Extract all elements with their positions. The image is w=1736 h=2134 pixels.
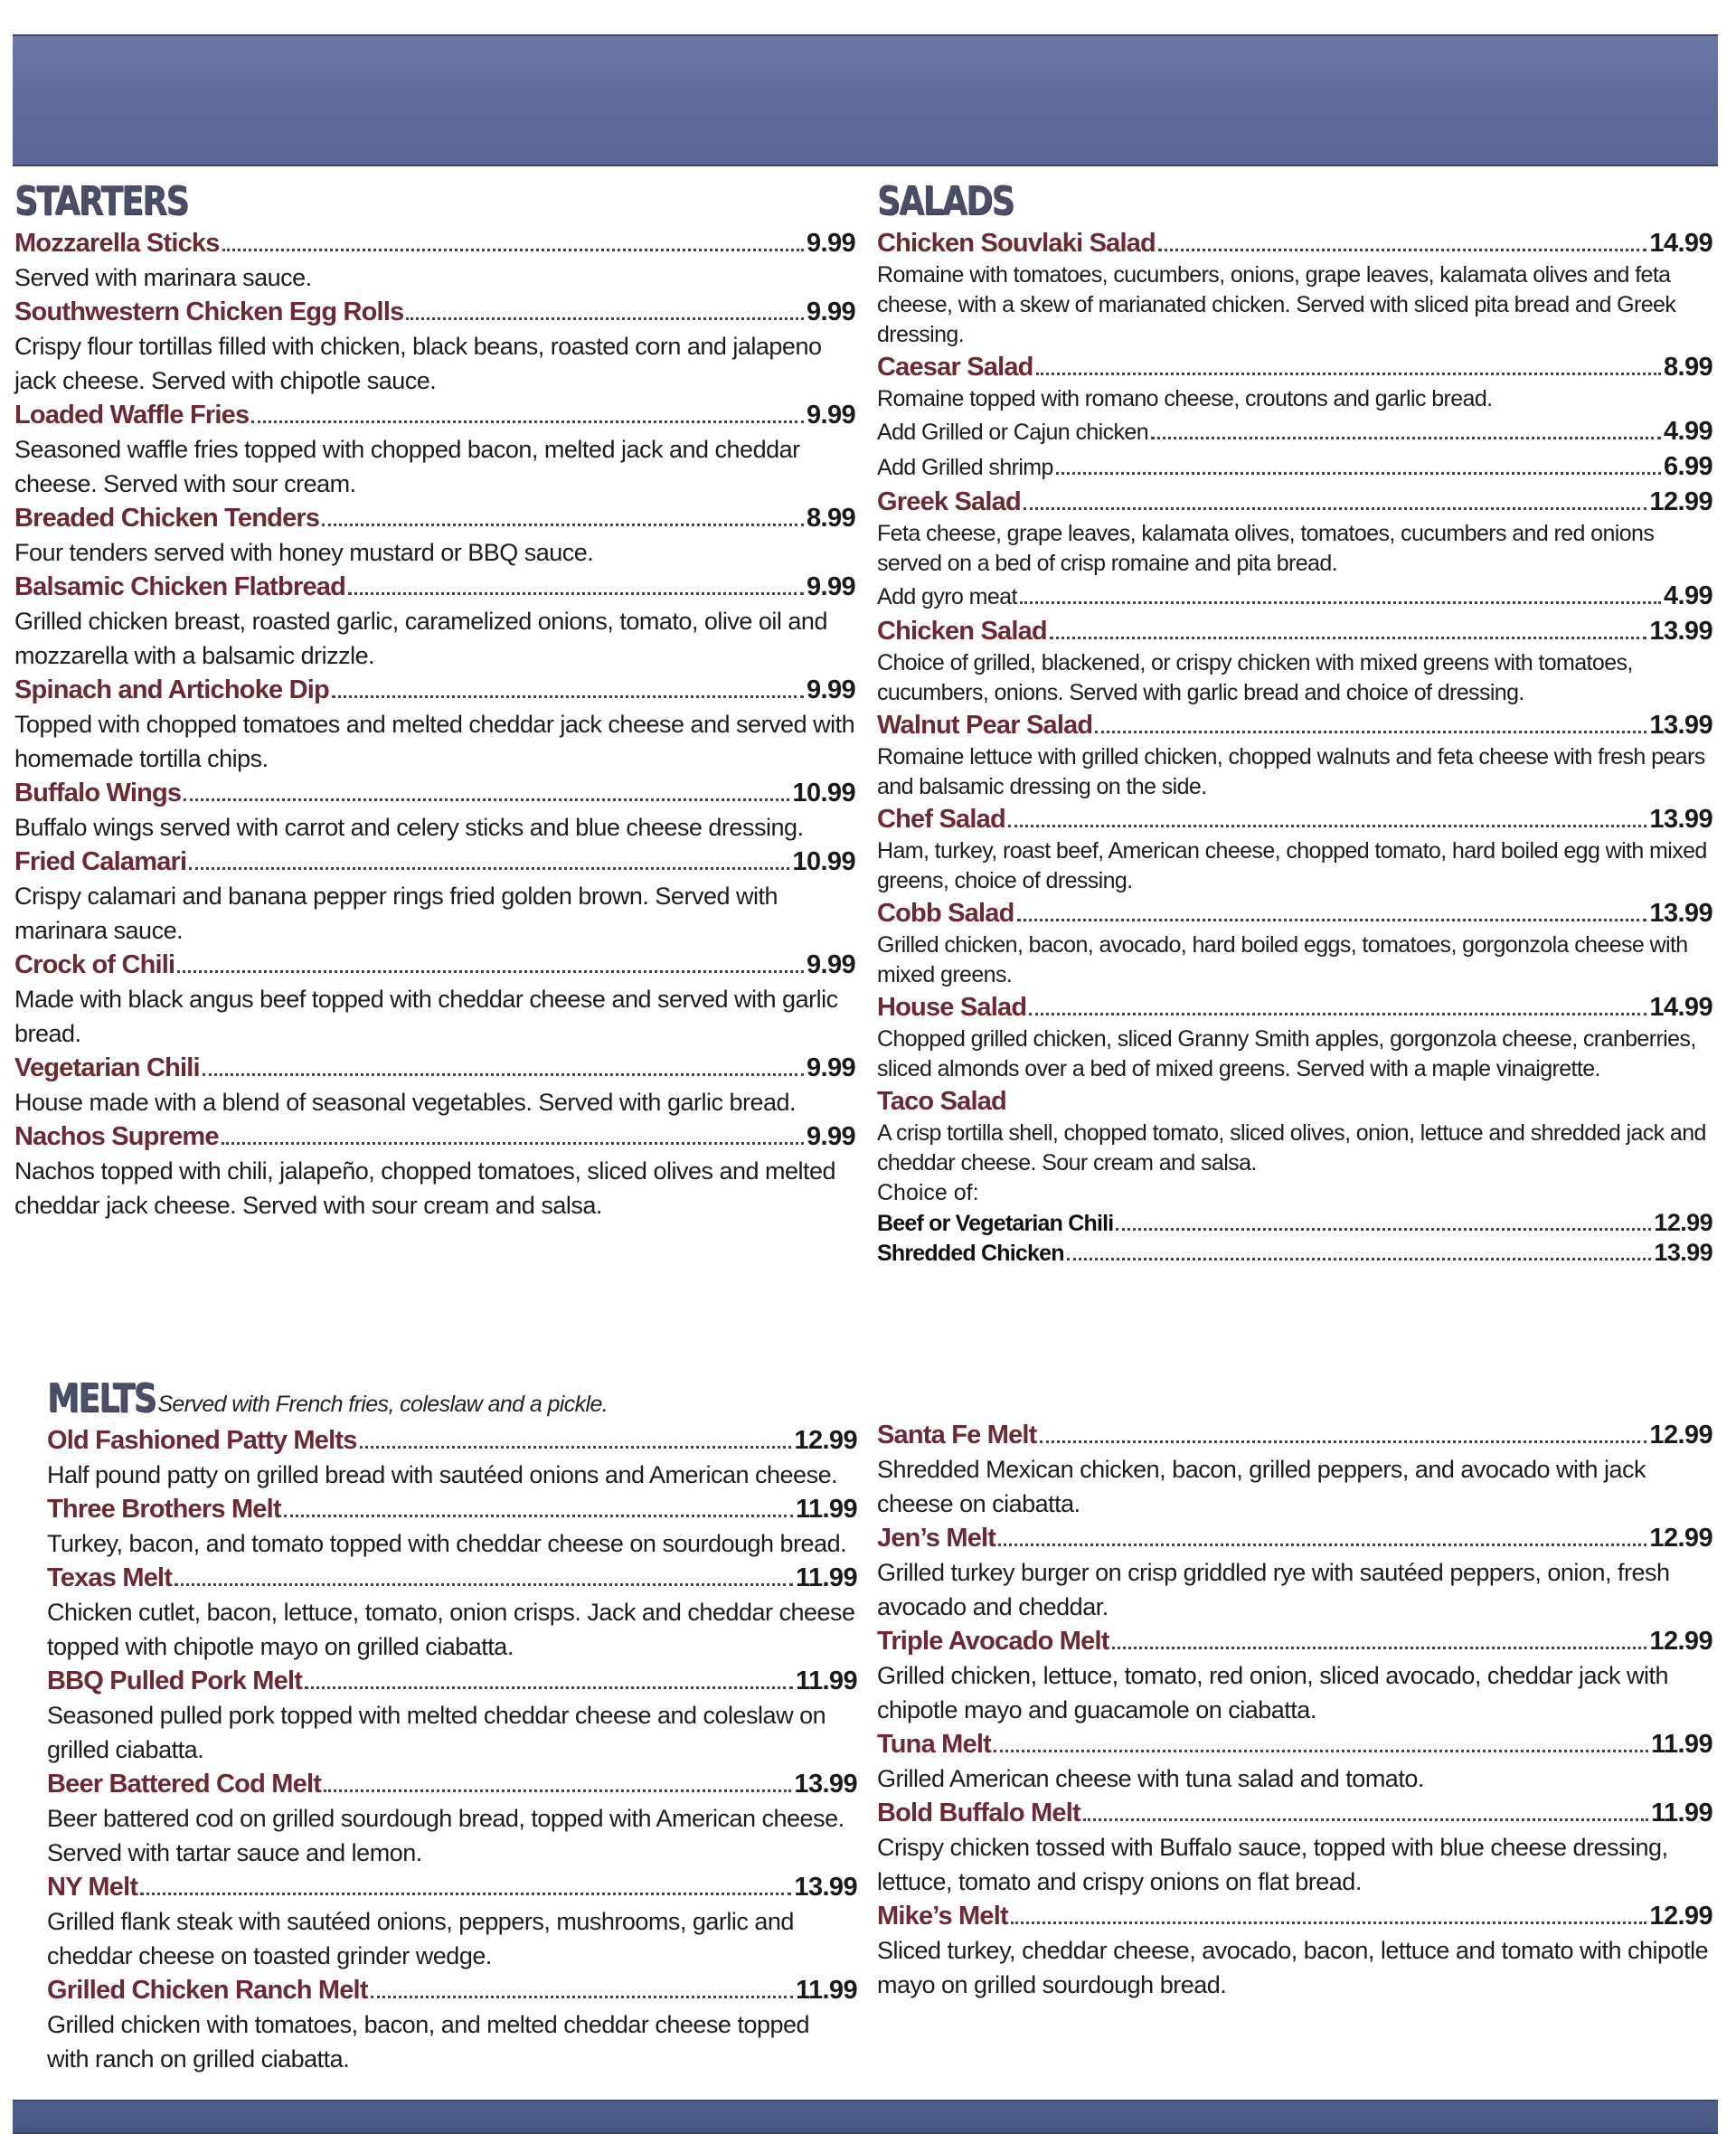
leader-dots (1020, 601, 1661, 604)
item-price: 11.99 (796, 1495, 857, 1524)
menu-item (14, 1051, 855, 1119)
item-price: 8.99 (806, 504, 855, 533)
section-title-starters: STARTERS (14, 178, 188, 224)
item-description: Buffalo wings served with carrot and celery sticks and blue cheese dressing. (14, 814, 804, 841)
item-price: 9.99 (806, 572, 855, 601)
leader-dots (371, 1996, 793, 1998)
item-name: Texas Melt (47, 1563, 173, 1592)
item-description: Half pound patty on grilled bread with sautéed onions and American cheese. (47, 1461, 838, 1488)
addon-price: 4.99 (1663, 581, 1712, 610)
leader-dots (1017, 919, 1647, 921)
item-name: Grilled Chicken Ranch Melt (47, 1976, 368, 2005)
item-description: Grilled American cheese with tuna salad and tomato. (877, 1765, 1424, 1792)
section-title-salads: SALADS (877, 178, 1014, 224)
choice-label: Choice of: (877, 1180, 979, 1205)
item-price: 9.99 (806, 297, 855, 326)
item-description: Beer battered cod on grilled sourdough bread, topped with American cheese. Served with tartar sauce and lemon. (47, 1805, 844, 1866)
item-price: 12.99 (1649, 1902, 1712, 1931)
item-description: Feta cheese, grape leaves, kalamata olives, tomatoes, cucumbers and red onions served on a bed of crisp romaine and pita bread. (877, 521, 1655, 576)
leader-dots (360, 1446, 792, 1449)
menu-item (877, 1521, 1712, 1624)
leader-dots (1112, 1647, 1647, 1649)
leader-dots (1011, 1922, 1647, 1924)
item-name: Walnut Pear Salad (877, 711, 1093, 740)
item-description: Turkey, bacon, and tomato topped with cheddar cheese on sourdough bread. (47, 1530, 847, 1557)
item-description: Romaine with tomatoes, cucumbers, onions, grape leaves, kalamata olives and feta cheese, with a skew of marianated chicken. Served with sliced pita bread and Greek dressing. (877, 262, 1676, 347)
choice-price: 13.99 (1654, 1239, 1712, 1266)
melts-section (47, 1374, 857, 2076)
item-price: 11.99 (796, 1563, 857, 1592)
menu-item (47, 1492, 857, 1561)
item-price: 10.99 (792, 779, 855, 807)
leader-dots (994, 1750, 1648, 1752)
item-name: Fried Calamari (14, 847, 187, 876)
menu-item (877, 990, 1712, 1084)
menu-item (47, 1870, 857, 1973)
item-price: 13.99 (1649, 711, 1712, 740)
menu-item (14, 1119, 855, 1223)
addon-row (877, 449, 1712, 485)
item-name: Taco Salad (877, 1087, 1006, 1116)
item-description: Chicken cutlet, bacon, lettuce, tomato, onion crisps. Jack and cheddar cheese topped with chipotle mayo on grilled ciabatta. (47, 1599, 855, 1660)
item-description: House made with a blend of seasonal vegetables. Served with garlic bread. (14, 1089, 797, 1116)
item-description: Nachos topped with chili, jalapeño, chopped tomatoes, sliced olives and melted cheddar jack cheese. Served with sour cream and salsa. (14, 1157, 836, 1219)
footer-banner (13, 2100, 1718, 2134)
menu-item (877, 1418, 1712, 1521)
item-price: 13.99 (1649, 617, 1712, 646)
item-name: House Salad (877, 993, 1027, 1022)
item-description: Crispy flour tortillas filled with chicken, black beans, roasted corn and jalapeno jack cheese. Served with chipotle sauce. (14, 333, 822, 394)
item-name: Crock of Chili (14, 950, 175, 979)
item-description: Chopped grilled chicken, sliced Granny Smith apples, gorgonzola cheese, cranberries, sliced almonds over a bed of mixed greens. Served with a maple vinaigrette. (877, 1026, 1696, 1081)
item-price: 13.99 (794, 1770, 857, 1799)
item-description: Sliced turkey, cheddar cheese, avocado, bacon, lettuce and tomato with chipotle mayo on grilled sourdough bread. (877, 1937, 1709, 1998)
leader-dots (1050, 637, 1647, 639)
item-description: Grilled turkey burger on crisp griddled rye with sautéed peppers, onion, fresh avocado and cheddar. (877, 1559, 1670, 1620)
item-description: Grilled chicken breast, roasted garlic, caramelized onions, tomato, olive oil and mozzarella with a balsamic drizzle. (14, 608, 827, 669)
menu-item (877, 350, 1712, 485)
leader-dots (1024, 507, 1647, 510)
item-name: Cobb Salad (877, 899, 1014, 928)
leader-dots (203, 1073, 804, 1076)
item-description: Served with marinara sauce. (14, 264, 312, 291)
salads-section (877, 177, 1712, 1268)
item-name: Chicken Salad (877, 617, 1047, 646)
addon-name: Add gyro meat (877, 584, 1017, 609)
item-price: 14.99 (1649, 993, 1712, 1022)
item-description: Choice of grilled, blackened, or crispy chicken with mixed greens with tomatoes, cucumbers, onions. Served with garlic bread and choice of dressing. (877, 650, 1633, 705)
melts-section-right (877, 1418, 1712, 2002)
item-name: Nachos Supreme (14, 1122, 219, 1151)
choice-row (877, 1208, 1712, 1238)
item-description: Grilled chicken with tomatoes, bacon, and melted cheddar cheese topped with ranch on grilled ciabatta. (47, 2011, 810, 2073)
menu-item (14, 673, 855, 776)
item-description: Grilled chicken, bacon, avocado, hard boiled eggs, tomatoes, gorgonzola cheese with mixed greens. (877, 932, 1688, 987)
item-name: Caesar Salad (877, 353, 1033, 382)
menu-item (14, 845, 855, 948)
menu-item (877, 226, 1712, 350)
leader-dots (406, 317, 804, 320)
menu-item (14, 226, 855, 295)
item-name: Mozzarella Sticks (14, 229, 220, 258)
leader-dots (1008, 825, 1647, 827)
menu-item (877, 896, 1712, 990)
menu-item (877, 708, 1712, 802)
item-price: 11.99 (1651, 1730, 1712, 1759)
item-name: Breaded Chicken Tenders (14, 504, 320, 533)
item-description: Grilled flank steak with sautéed onions, peppers, mushrooms, garlic and cheddar cheese on toasted grinder wedge. (47, 1908, 794, 1969)
addon-price: 6.99 (1663, 452, 1712, 481)
menu-item (14, 295, 855, 398)
item-price: 13.99 (794, 1873, 857, 1902)
menu-item (14, 570, 855, 673)
leader-dots (322, 524, 804, 526)
leader-dots (1067, 1258, 1652, 1261)
item-description: A crisp tortilla shell, chopped tomato, sliced olives, onion, lettuce and shredded jack and cheddar cheese. Sour cream and salsa. (877, 1120, 1706, 1176)
leader-dots (1083, 1818, 1648, 1821)
choice-name: Beef or Vegetarian Chili (877, 1211, 1114, 1236)
item-name: Chicken Souvlaki Salad (877, 229, 1156, 258)
item-name: Old Fashioned Patty Melts (47, 1426, 357, 1455)
item-price: 9.99 (806, 950, 855, 979)
leader-dots (1116, 1228, 1651, 1231)
menu-item (877, 1084, 1712, 1268)
leader-dots (1095, 731, 1646, 733)
leader-dots (222, 249, 804, 251)
menu-item (14, 398, 855, 501)
header-banner (13, 34, 1718, 166)
item-description: Crispy calamari and banana pepper rings fried golden brown. Served with marinara sauce. (14, 883, 778, 944)
item-name: Chef Salad (877, 805, 1005, 834)
item-price: 9.99 (806, 675, 855, 704)
item-price: 12.99 (1649, 1524, 1712, 1553)
leader-dots (251, 420, 804, 423)
leader-dots (1036, 373, 1661, 375)
menu-item (47, 1423, 857, 1492)
item-description: Topped with chopped tomatoes and melted cheddar jack cheese and served with homemade tortilla chips. (14, 711, 855, 772)
leader-dots (1151, 437, 1661, 439)
menu-item (47, 1561, 857, 1664)
leader-dots (1040, 1440, 1647, 1443)
menu-item (877, 1624, 1712, 1727)
addon-row (877, 414, 1712, 449)
section-title-melts: MELTS (47, 1375, 156, 1421)
item-price: 14.99 (1649, 229, 1712, 258)
menu-item (14, 948, 855, 1051)
melts-header (47, 1374, 857, 1423)
item-name: NY Melt (47, 1873, 138, 1902)
item-price: 13.99 (1649, 899, 1712, 928)
item-description: Crispy chicken tossed with Buffalo sauce, topped with blue cheese dressing, lettuce, tomato and crispy onions on flat bread. (877, 1834, 1668, 1895)
leader-dots (175, 1583, 793, 1586)
addon-row (877, 579, 1712, 614)
leader-dots (177, 970, 804, 973)
menu-item (877, 802, 1712, 896)
item-price: 9.99 (806, 229, 855, 258)
item-name: Buffalo Wings (14, 779, 182, 807)
item-name: Vegetarian Chili (14, 1053, 200, 1082)
item-description: Grilled chicken, lettuce, tomato, red onion, sliced avocado, cheddar jack with chipotle mayo and guacamole on ciabatta. (877, 1662, 1668, 1723)
item-description: Four tenders served with honey mustard or BBQ sauce. (14, 539, 594, 566)
item-name: BBQ Pulled Pork Melt (47, 1667, 303, 1695)
leader-dots (324, 1789, 791, 1792)
menu-item (877, 614, 1712, 708)
addon-price: 4.99 (1663, 417, 1712, 446)
menu-item (877, 1727, 1712, 1796)
leader-dots (140, 1893, 791, 1895)
menu-item (877, 485, 1712, 614)
item-name: Beer Battered Cod Melt (47, 1770, 322, 1799)
item-description: Seasoned waffle fries topped with chopped bacon, melted jack and cheddar cheese. Served with sour cream. (14, 436, 800, 497)
leader-dots (1056, 472, 1661, 475)
item-price: 12.99 (794, 1426, 857, 1455)
menu-item (877, 1899, 1712, 2002)
leader-dots (332, 695, 804, 698)
leader-dots (1158, 249, 1646, 251)
menu-item (877, 1796, 1712, 1899)
item-description: Seasoned pulled pork topped with melted cheddar cheese and coleslaw on grilled ciabatta. (47, 1702, 826, 1763)
item-description: Made with black angus beef topped with cheddar cheese and served with garlic bread. (14, 986, 838, 1047)
item-price: 9.99 (806, 1122, 855, 1151)
item-name: Southwestern Chicken Egg Rolls (14, 297, 404, 326)
melts-note: Served with French fries, coleslaw and a pickle. (157, 1392, 609, 1417)
item-name: Santa Fe Melt (877, 1421, 1037, 1449)
item-description: Romaine topped with romano cheese, croutons and garlic bread. (877, 386, 1493, 411)
starters-list (14, 226, 855, 1223)
item-price: 11.99 (796, 1976, 857, 2005)
menu-item (47, 1664, 857, 1767)
item-description: Romaine lettuce with grilled chicken, chopped walnuts and feta cheese with fresh pears and balsamic dressing on the side. (877, 744, 1705, 799)
item-name: Triple Avocado Melt (877, 1627, 1109, 1656)
item-name: Balsamic Chicken Flatbread (14, 572, 346, 601)
item-description: Shredded Mexican chicken, bacon, grilled peppers, and avocado with jack cheese on ciabatta. (877, 1456, 1646, 1517)
menu-item (47, 1973, 857, 2076)
item-price: 9.99 (806, 401, 855, 430)
leader-dots (348, 592, 804, 595)
menu-item (47, 1767, 857, 1870)
leader-dots (184, 798, 789, 801)
item-name: Tuna Melt (877, 1730, 991, 1759)
item-name: Mike’s Melt (877, 1902, 1008, 1931)
addon-name: Add Grilled shrimp (877, 455, 1053, 480)
menu-item (14, 776, 855, 845)
item-price: 12.99 (1649, 487, 1712, 516)
item-name: Bold Buffalo Melt (877, 1799, 1080, 1827)
choice-price: 12.99 (1654, 1209, 1712, 1236)
item-price: 8.99 (1663, 353, 1712, 382)
leader-dots (1029, 1013, 1646, 1015)
menu-item (14, 501, 855, 570)
item-name: Loaded Waffle Fries (14, 401, 250, 430)
item-price: 11.99 (1651, 1799, 1712, 1827)
choice-name: Shredded Chicken (877, 1241, 1064, 1266)
item-price: 9.99 (806, 1053, 855, 1082)
starters-section (14, 177, 855, 1223)
addon-name: Add Grilled or Cajun chicken (877, 420, 1149, 445)
item-description: Ham, turkey, roast beef, American cheese, chopped tomato, hard boiled egg with mixed greens, choice of dressing. (877, 838, 1707, 893)
item-name: Spinach and Artichoke Dip (14, 675, 329, 704)
leader-dots (305, 1686, 793, 1689)
leader-dots (222, 1142, 804, 1145)
leader-dots (998, 1544, 1646, 1546)
item-name: Three Brothers Melt (47, 1495, 281, 1524)
item-name: Jen’s Melt (877, 1524, 996, 1553)
item-price: 11.99 (796, 1667, 857, 1695)
item-price: 10.99 (792, 847, 855, 876)
leader-dots (284, 1515, 793, 1517)
item-price: 13.99 (1649, 805, 1712, 834)
item-price: 12.99 (1649, 1627, 1712, 1656)
choice-row (877, 1238, 1712, 1268)
leader-dots (189, 867, 789, 870)
item-price: 12.99 (1649, 1421, 1712, 1449)
item-name: Greek Salad (877, 487, 1021, 516)
